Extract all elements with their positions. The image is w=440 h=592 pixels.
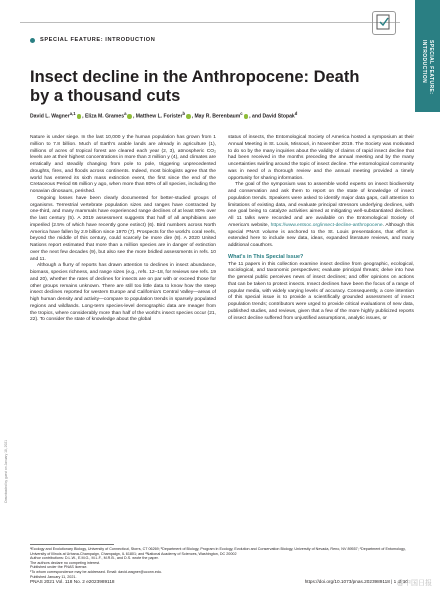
author-name[interactable]: David L. Wagner	[30, 113, 70, 120]
author-name[interactable]: May R. Berenbaum	[194, 113, 241, 120]
check-for-updates-icon[interactable]	[372, 11, 396, 35]
body-column-left	[30, 135, 216, 324]
body-paragraph: status of insects, the Entomological Society of America hosted a symposium at their Annual Meeting in St. Louis, Missouri, in November 2019. The Society was motivated to do so by the many inquiries about the validity of claims of rapid insect decline that had been received in the months preceding the annual meeting and by the many uncertainties swirling around the topic of insect decline. The entomological community was in need of a thorough review and the annual meeting provided a timely opportunity for sharing information.	[228, 135, 414, 181]
footnote-affiliations: ᵃEcology and Evolutionary Biology, University of Connecticut, Storrs, CT 06269; ᵇDepartment of Biology, Program in Ecology, Evolution and Conservation Biology, University of Nevada, Reno, NV 89557; ᶜDepartment of Entomology, University of Illinois at Urbana-Champaign, Champaign, IL 61801; and ᵈNational Academy of Sciences, Washington, DC 20002	[30, 547, 406, 556]
author-affiliation-mark: a	[124, 111, 127, 116]
body-paragraph: The 11 papers in this collection examine insect decline from geographic, ecological, sociological, and taxonomic perspectives; evaluate principal threats; delve into how the general public perceives news of insect declines; and offer opinions on actions that can be taken to protect insects. Insect declines have been the focus of a range of popular media, with widely varying levels of accuracy. Consequently, a core intention of this special issue is to provide a scientifically grounded assessment of insect population trends; contributors were urged to provide critical evaluations of new data, published studies, and reviews, given that a few of the more highly publicized reports of insect decline suffered from unjustified assumptions, analytic issues, or	[228, 261, 414, 321]
author-name[interactable]: and David Stopak	[252, 113, 295, 120]
section-heading: What's in This Special Issue?	[228, 253, 304, 260]
download-stamp: Downloaded by guest on January 18, 2021	[4, 440, 8, 503]
footnote-published: Published January 11, 2021.	[30, 574, 77, 579]
author-affiliation-mark: c	[240, 111, 243, 116]
body-paragraph: Nature is under siege. In the last 10,000 y the human population has grown from 1 million to 7.8 billion. Much of Earth's arable lands are already in agriculture (1), millions of acres of tropical forest are cleared each year (2, 3), atmospheric CO₂ levels are at their highest concentrations in more than 3 million y (4), and climates are erratically and steadily changing from pole to pole, triggering unprecedented droughts, fires, and floods across continents. Indeed, most biologists agree that the world has entered its sixth mass extinction event, the first since the end of the Cretaceous Period 66 million y ago, when more than 80% of all species, including the nonavian dinosaurs, perished.	[30, 135, 216, 194]
body-text: The goal of the symposium was to assemble world experts on insect biodiversity and conservation and ask them to report on the state of knowledge of insect population trends. Speakers were asked to identify major data gaps, call attention to limitations of existing data, and evaluate principal stressors underlying declines, with one goal being to catalyze activities aimed at mitigating well-substantiated declines. All 11 talks were recorded and are available on the Entomological Society of America's website,	[228, 182, 414, 228]
symposium-link[interactable]: https://www.entsoc.org/insect-decline-anthropocene	[270, 222, 383, 228]
orcid-icon[interactable]	[244, 114, 249, 119]
footnotes	[30, 547, 414, 579]
header-rule	[20, 22, 400, 23]
article-title: Insect decline in the Anthropocene: Death by a thousand cuts	[30, 68, 360, 105]
footnote-rule	[30, 544, 114, 545]
author-affiliation-mark: d	[294, 111, 298, 116]
footnote-license[interactable]: Published under the PNAS license.	[30, 565, 88, 570]
author-affiliation-mark: a,1	[69, 111, 76, 116]
page-footer	[30, 579, 408, 584]
orcid-icon[interactable]	[186, 114, 191, 119]
doi-link[interactable]: https://doi.org/10.1073/pnas.2023989118 | 1 of 10	[304, 579, 408, 584]
body-paragraph	[228, 182, 414, 250]
author-list: David L. Wagner$^{a,1}$, Eliza M. Grames$^a$, Matthew L. Forister$^b$, May R. Berenbaum$^c$, and David Stopak$^d$	[30, 111, 298, 120]
footnote-contributions: Author contributions: D.L.W., E.M.G., M.L.F., M.R.B., and D.S. wrote the paper.	[30, 556, 159, 561]
sidebar-label	[420, 40, 434, 94]
author-affiliation-mark: b	[182, 111, 186, 116]
body-column-right	[228, 135, 414, 322]
section-sidebar	[415, 0, 440, 112]
author-name[interactable]: Eliza M. Grames	[84, 113, 125, 120]
journal-citation: PNAS 2021 Vol. 118 No. 2 e2023989118	[30, 579, 115, 584]
footnote-correspondence[interactable]: ¹To whom correspondence may be addressed. Email: david.wagner@uconn.edu.	[30, 569, 163, 574]
footnote-competing-interest: The authors declare no competing interest.	[30, 560, 101, 565]
body-paragraph: Although a flurry of reports has drawn attention to declines in insect abundance, biomass, species richness, and range sizes (e.g., refs. 12–18, for reviews see refs. 19 and 20), whether the rates of declines for insects are on par with or exceed those for other groups remains unknown. There are still too little data to know how the steep insect declines reported for western Europe and California's Central Valley—areas of high human density and activity—compare to population trends in sparsely populated regions and wildlands. Long-term species-level demographic data are meager from the tropics, where considerably more than half of the world's insect species occur (21, 22). To consider the state of knowledge about the global	[30, 263, 216, 323]
section-label	[30, 37, 155, 43]
body-paragraph: Ongoing losses have been clearly documented for better-studied groups of organisms. Terrestrial vertebrate population sizes and ranges have contracted by one-third, and many mammals have experienced range declines of at least 80% over the last century (5). A 2019 assessment suggests that half of all amphibians are imperiled (2.5% of which have recently gone extinct) (6). Bird numbers across North America have fallen by 2.9 billion since 1970 (7). Prospects for the world's coral reefs, beyond the middle of this century, could scarcely be more dire (8). A 2020 United Nations report estimated that more than a million species are in danger of extinction over the next few decades (9), but also see the more bridled assessments in refs. 10 and 11.	[30, 195, 216, 262]
watermark: @中国日报	[396, 580, 432, 587]
section-dot-icon	[30, 38, 35, 43]
sidebar-line-1: SPECIAL FEATURE:	[428, 40, 434, 95]
orcid-icon[interactable]	[77, 114, 82, 119]
body-text: . Although this special PNAS volume is anchored to the St. Louis presentations, that effort is extended here to include new data, ideas, expanded literature reviews, and many additional coauthors.	[228, 222, 414, 248]
sidebar-line-2: INTRODUCTION	[421, 40, 427, 84]
author-name[interactable]: Matthew L. Forister	[135, 113, 183, 120]
section-label-text: SPECIAL FEATURE: INTRODUCTION	[40, 37, 156, 43]
orcid-icon[interactable]	[127, 114, 132, 119]
